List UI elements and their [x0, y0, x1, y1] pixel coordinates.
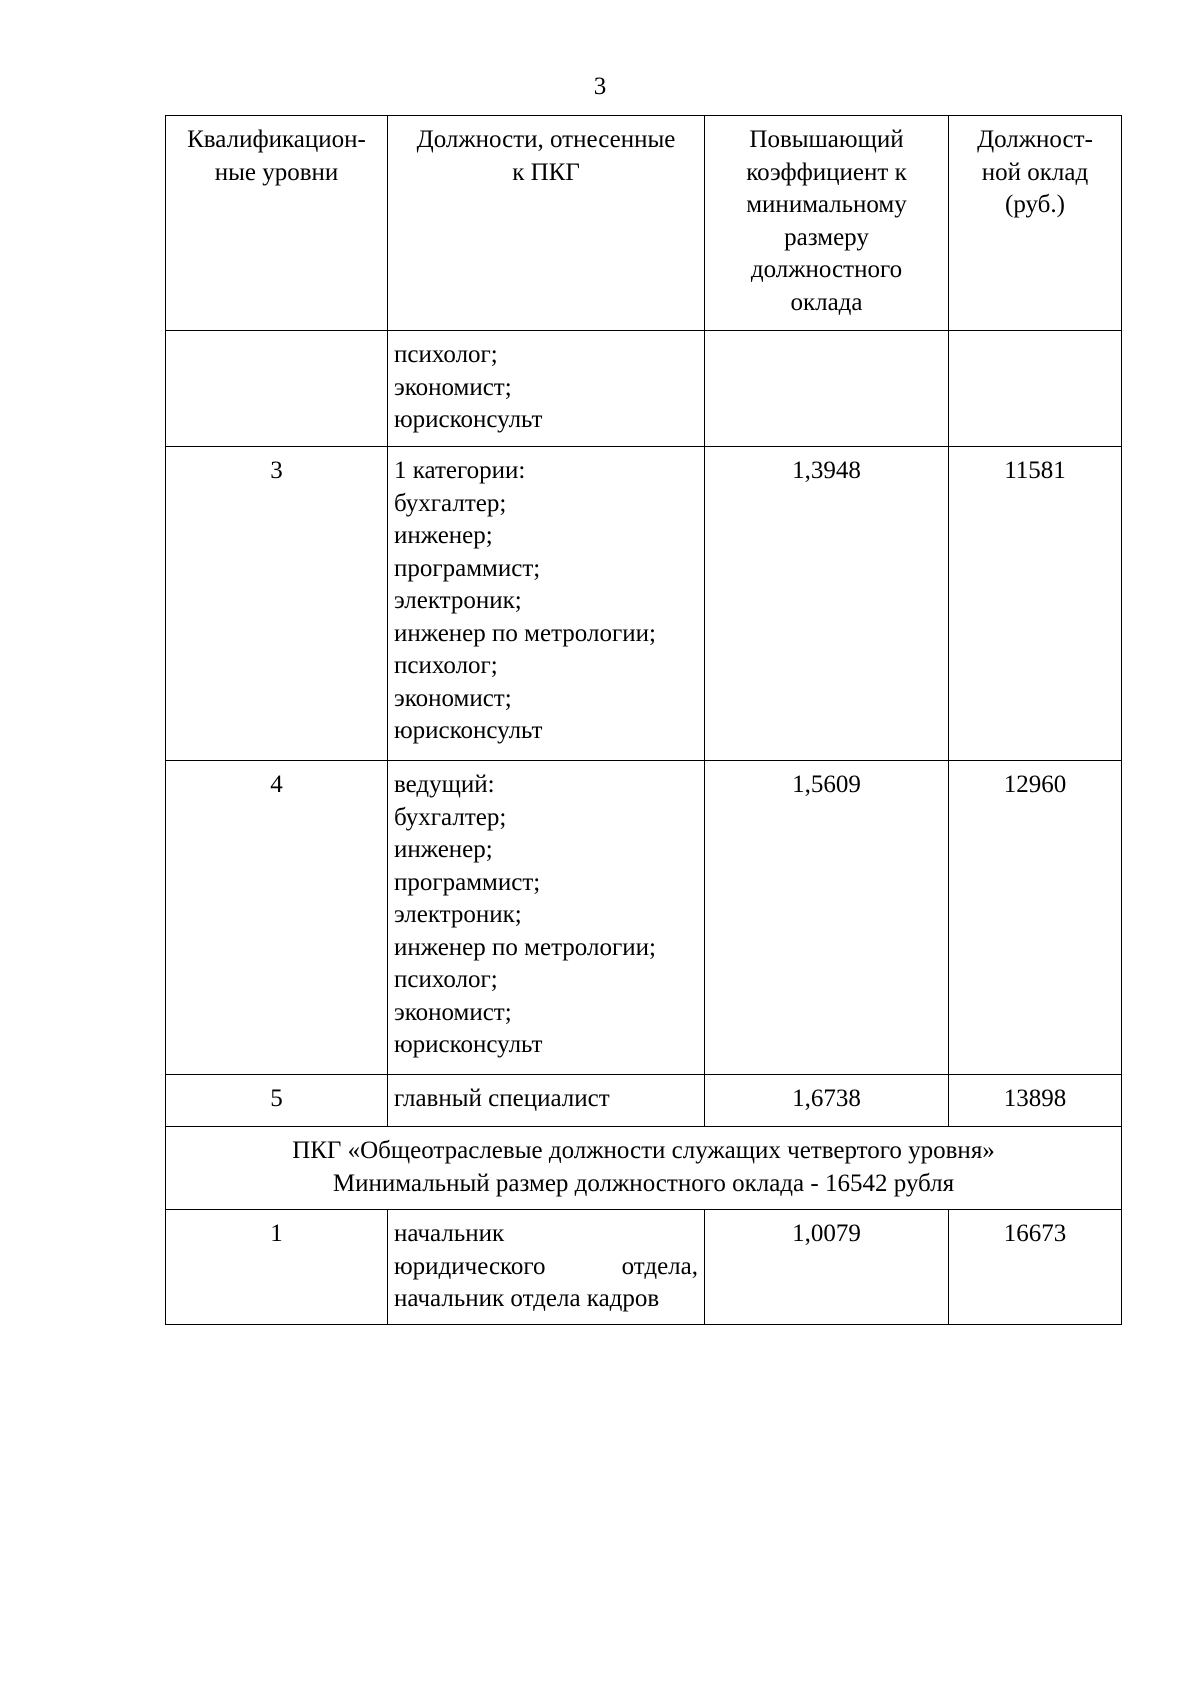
- salary-cell: [949, 331, 1122, 447]
- positions-word: отдела,: [621, 1252, 698, 1280]
- level-cell: 5: [166, 1075, 388, 1127]
- coefficient-cell: 1,0079: [705, 1210, 949, 1325]
- section-min-salary: Минимальный размер должностного оклада - 16542 рубля: [332, 1169, 955, 1197]
- coefficient-cell: 1,3948: [705, 447, 949, 761]
- salary-table: [165, 115, 1122, 1325]
- header-positions: [388, 116, 705, 331]
- positions-line-justified: [394, 1251, 698, 1284]
- positions-cell: [388, 447, 705, 761]
- coefficient-cell: 1,6738: [705, 1075, 949, 1127]
- header-level: [166, 116, 388, 331]
- salary-cell: 16673: [949, 1210, 1122, 1325]
- page-number: 3: [593, 73, 607, 100]
- positions-list: 1 категории: бухгалтер; инженер; программист; электроник; инженер по метрологии; психолог; экономист; юрисконсульт: [394, 457, 656, 744]
- table-row: [166, 331, 1122, 447]
- level-cell: [166, 331, 388, 447]
- table-row: [166, 1210, 1122, 1325]
- header-positions-text: Должности, отнесенные к ПКГ: [416, 126, 676, 186]
- table-row: [166, 1075, 1122, 1127]
- salary-cell: 12960: [949, 761, 1122, 1075]
- section-title: ПКГ «Общеотраслевые должности служащих четвертого уровня»: [292, 1137, 995, 1164]
- coefficient-cell: [705, 331, 949, 447]
- positions-word: юридического: [394, 1252, 546, 1280]
- coefficient-cell: 1,5609: [705, 761, 949, 1075]
- table-header: [166, 116, 1122, 331]
- level-cell: 3: [166, 447, 388, 761]
- table-row: [166, 447, 1122, 761]
- positions-list: ведущий: бухгалтер; инженер; программист; электроник; инженер по метрологии; психолог; экономист; юрисконсульт: [394, 771, 656, 1058]
- positions-line: начальник отдела кадров: [394, 1285, 660, 1312]
- salary-cell: 11581: [949, 447, 1122, 761]
- positions-list: главный специалист: [394, 1085, 610, 1112]
- positions-line: начальник: [394, 1220, 505, 1247]
- level-cell: 1: [166, 1210, 388, 1325]
- table-row: [166, 761, 1122, 1075]
- section-cell: [166, 1127, 1122, 1210]
- header-coefficient: [705, 116, 949, 331]
- positions-cell: [388, 1075, 705, 1127]
- header-salary: [949, 116, 1122, 331]
- header-salary-text: Должност- ной оклад (руб.): [977, 126, 1093, 218]
- positions-cell: [388, 1210, 705, 1325]
- header-row: [166, 116, 1122, 331]
- header-level-text: Квалификацион- ные уровни: [187, 126, 366, 186]
- positions-list: психолог; экономист; юрисконсульт: [394, 341, 543, 433]
- salary-cell: 13898: [949, 1075, 1122, 1127]
- level-cell: 4: [166, 761, 388, 1075]
- positions-cell: [388, 761, 705, 1075]
- section-row: [166, 1127, 1122, 1210]
- header-coefficient-text: Повышающий коэффициент к минимальному размеру должностного оклада: [746, 126, 907, 316]
- positions-cell: [388, 331, 705, 447]
